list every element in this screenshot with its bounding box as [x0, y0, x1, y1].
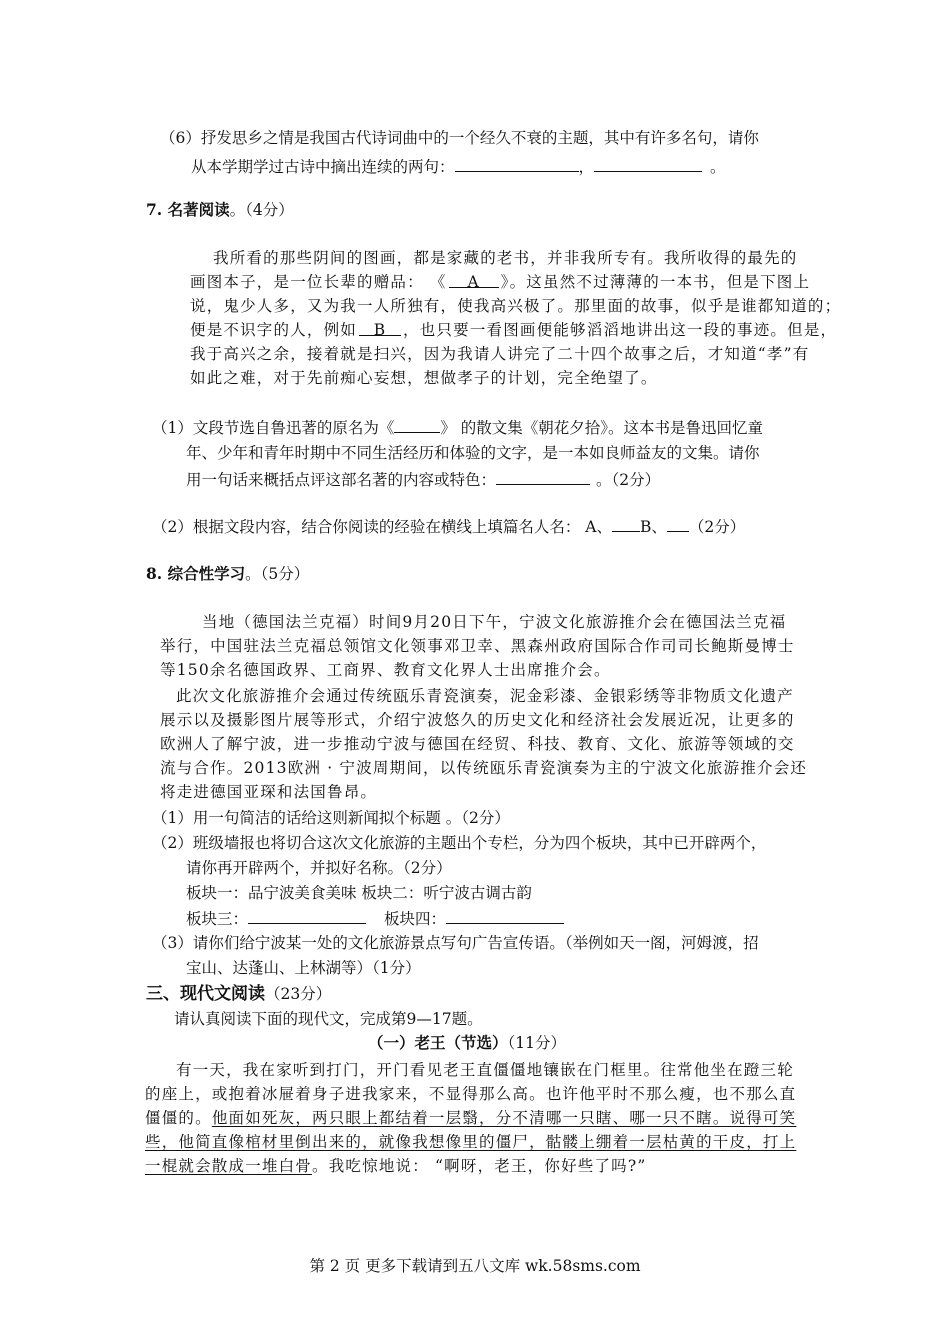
q8-passage-line-8: 将走进德国亚琛和法国鲁昂。: [160, 783, 378, 801]
q8-sub1: （1）用一句简洁的话给这则新闻拟个标题 。（2分）: [152, 809, 510, 827]
q7-passage-text: ，也只要一看图画便能够滔滔地讲出这一段的事迹。但是，: [403, 321, 838, 339]
q8-board3-blank[interactable]: [248, 906, 366, 924]
section3-passage-line-2: 的座上，或抱着冰屉着身子进我家来，不显得那么高。也许他平时不那么瘦，也不那么直: [145, 1085, 797, 1103]
q7-sub1-line-3: [186, 467, 660, 492]
passage-underlined-text: 他面如死灰，两只眼上都结着一层翳，分不清哪一只瞎、哪一只不瞎。说得可笑: [211, 1109, 797, 1127]
q7-sub1-line-1: [152, 415, 763, 440]
section3-passage-line-5: [145, 1154, 647, 1178]
q8-passage-line-2: 举行，中国驻法兰克福总领馆文化领事邓卫幸、黑森州政府国际合作司司长鲍斯曼博士: [160, 637, 795, 655]
q8-sub2-blanks: [186, 906, 564, 931]
passage-text: 僵僵的。: [145, 1109, 212, 1127]
q8-passage-line-6: 欧洲人了解宁波，进一步推动宁波与德国在经贸、科技、教育、文化、旅游等领域的交: [160, 735, 795, 753]
section3-heading: [146, 982, 331, 1006]
section3-title: 三、现代文阅读: [146, 984, 265, 1004]
section3-intro: 请认真阅读下面的现代文，完成第9—17题。: [174, 1010, 483, 1028]
q7-title: 7. 名著阅读: [146, 200, 230, 219]
q8-passage-line-4: 此次文化旅游推介会通过传统瓯乐青瓷演奏，泥金彩漆、金银彩绣等非物质文化遗产: [176, 687, 794, 705]
q7-sub2-text: B、: [639, 518, 667, 536]
q7-blank-a[interactable]: A: [449, 270, 499, 288]
q6-end: 。: [710, 158, 726, 176]
section3-passage-line-1: 有一天，我在家听到打门，开门看见老王直僵僵地镶嵌在门框里。往常他坐在蹬三轮: [176, 1061, 794, 1079]
section3-subscore: （11分）: [507, 1034, 566, 1052]
q8-sub3-line-2: 宝山、达蓬山、上林湖等）（1分）: [186, 959, 421, 977]
q7-sub1-comment-blank[interactable]: [496, 467, 590, 485]
q7-passage-line-6: 如此之难，对于先前痴心妄想，想做孝子的计划，完全绝望了。: [190, 369, 658, 387]
q7-passage-line-3: 说，鬼少人多，又为我一人所独有，使我高兴极了。那里面的故事，似乎是谁都知道的；: [190, 297, 842, 315]
q7-passage-line-5: 我于高兴之余，接着就是扫兴，因为我请人讲完了二十四个故事之后，才知道“孝”有: [190, 345, 810, 363]
q6-answer-blank-2[interactable]: [594, 154, 702, 172]
q7-sub1-text: （1）文段节选自鲁迅著的原名为《: [152, 419, 395, 437]
q6-prompt: 从本学期学过古诗中摘出连续的两句：: [191, 158, 455, 176]
q7-sub1-line-2: 年、少年和青年时期中不同生活经历和体验的文字，是一本如良师益友的文集。请你: [186, 444, 760, 462]
q6-answer-blank-1[interactable]: [455, 154, 579, 172]
q7-passage-text: 画图本子，是一位长辈的赠品： 《: [190, 273, 447, 291]
passage-underlined-text: 一棍就会散成一堆白骨: [145, 1157, 313, 1175]
q8-heading: [146, 562, 309, 586]
section3-passage-line-3: [145, 1106, 796, 1130]
q6-line1: （6）抒发思乡之情是我国古代诗词曲中的一个经久不衰的主题，其中有许多名句，请你: [160, 129, 759, 147]
q7-sub1-title-blank[interactable]: [394, 415, 440, 433]
q7-sub1-score: 。（2分）: [596, 471, 661, 489]
q8-passage-line-5: 展示以及摄影图片展等形式，介绍宁波悠久的历史文化和经济社会发展近况，让更多的: [160, 711, 795, 729]
q8-board4-blank[interactable]: [446, 906, 564, 924]
q7-sub2-blank-b[interactable]: [667, 514, 689, 532]
section3-subtitle: （一）老王（节选）: [368, 1033, 508, 1052]
q8-score: 。（5分）: [245, 565, 310, 583]
q8-sub2-line-1: （2）班级墙报也将切合这次文化旅游的主题出个专栏，分为四个板块，其中已开辟两个，: [152, 834, 767, 852]
q8-sub2-boards: 板块一：品宁波美食美味 板块二：听宁波古调古韵: [186, 884, 532, 902]
q8-board3-label: 板块三：: [186, 910, 249, 928]
q7-sub2-blank-a[interactable]: [612, 514, 640, 532]
passage-text: 。我吃惊地说： “啊呀，老王，你好些了吗?”: [312, 1157, 647, 1175]
q7-blank-b[interactable]: B: [359, 318, 401, 336]
q7-passage-line-1: 我所看的那些阴间的图画，都是家藏的老书，并非我所专有。我所收得的最先的: [213, 249, 798, 267]
q6-line2: [191, 154, 726, 179]
section3-score: （23分）: [265, 985, 332, 1003]
q8-passage-line-7: 流与合作。2013欧洲 · 宁波周期间，以传统瓯乐青瓷演奏为主的宁波文化旅游推介会还: [160, 759, 808, 777]
q7-sub1-text: 》 的散文集《朝花夕拾》。这本书是鲁迅回忆童: [440, 419, 764, 437]
q7-passage-text: 》。这虽然不过薄薄的一本书，但是下图上: [500, 273, 811, 291]
q7-passage-text: 便是不识字的人，例如: [190, 321, 358, 339]
section3-subheading: [368, 1031, 566, 1055]
q7-sub2-score: （2分）: [688, 518, 746, 536]
q8-sub3-line-1: （3）请你们给宁波某一处的文化旅游景点写句广告宣传语。（举例如天一阁，河姆渡，招: [152, 934, 759, 952]
q7-sub2-text: （2）根据文段内容，结合你阅读的经验在横线上填篇名人名： A、: [152, 518, 612, 536]
q7-passage-line-4: [190, 318, 837, 342]
q8-passage-line-1: 当地（德国法兰克福）时间9月20日下午，宁波文化旅游推介会在德国法兰克福: [202, 613, 787, 631]
q7-sub2: [152, 514, 745, 539]
q8-passage-line-3: 等150余名德国政界、工商界、教育文化界人士出席推介会。: [160, 661, 611, 679]
q8-title: 8. 综合性学习: [146, 564, 246, 583]
section3-passage-line-4: 些，他简直像棺材里倒出来的，就像我想像里的僵尸，骷髅上绷着一层枯黄的干皮，打上: [145, 1133, 797, 1151]
q6-separator: ，: [578, 158, 595, 176]
q8-board4-label: 板块四：: [384, 910, 447, 928]
q8-sub2-line-2: 请你再开辟两个，并拟好名称。（2分）: [186, 859, 452, 877]
page-footer: 第 2 页 更多下载请到五八文库 wk.58sms.com: [309, 1257, 641, 1275]
q7-heading: [146, 198, 294, 222]
q7-sub1-text: 用一句话来概括点评这部名著的内容或特色：: [186, 471, 497, 489]
q7-score: 。（4分）: [229, 201, 294, 219]
q7-passage-line-2: [190, 270, 810, 294]
